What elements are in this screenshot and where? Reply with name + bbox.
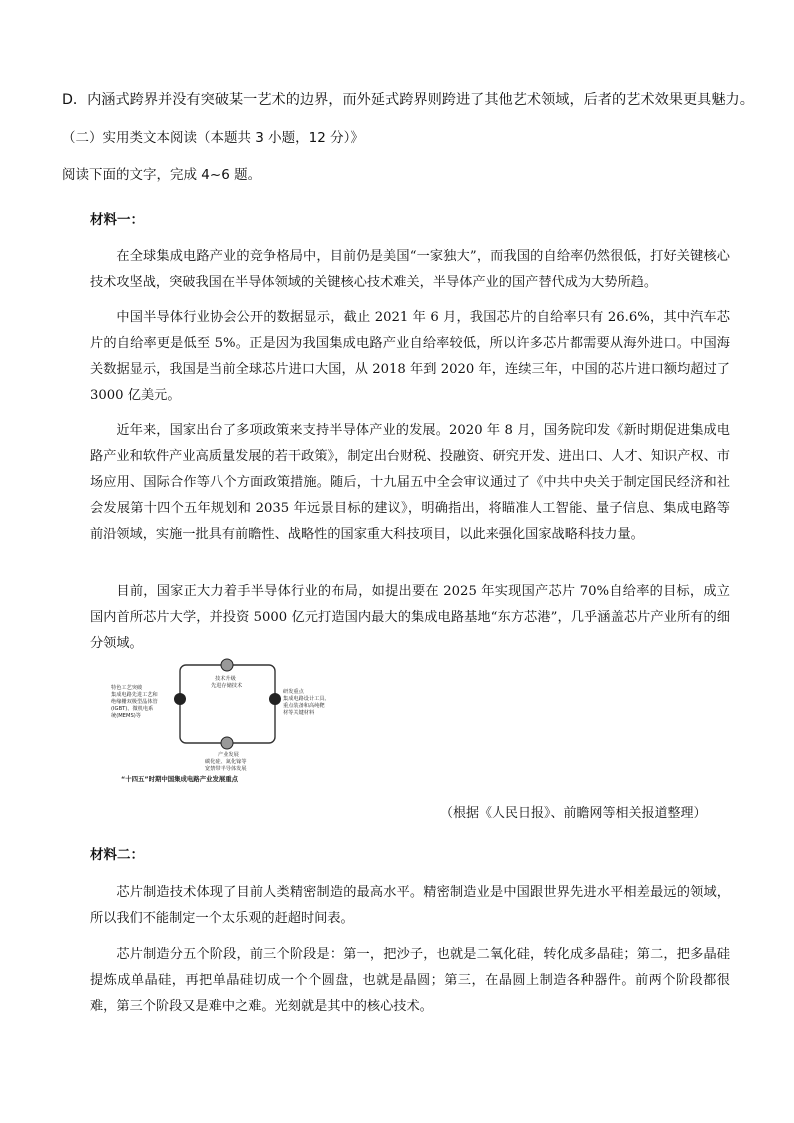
left-line-2: 集成电路先进工艺和 <box>111 692 158 698</box>
material1-label: 材料一： <box>90 212 144 228</box>
diagram-right-text <box>283 687 331 716</box>
right-line-3: 重点装备和高纯靶 <box>283 703 325 709</box>
node-bottom <box>221 737 233 749</box>
bottom-line-3: 宽禁带半导体发展 <box>205 766 247 772</box>
material1-paragraph-4: 目前，国家正大力着手半导体行业的布局，如提出要在 2025 年实现国产芯片 70%自给率的目标，成立国内首所芯片大学，并投资 5000 亿元打造国内最大的集成电路基地“东方芯港”，几乎涵盖芯片产业所有的细分领域。 <box>90 584 730 651</box>
material1-paragraph-1: 在全球集成电路产业的竞争格局中，目前仍是美国“一家独大”，而我国的自给率仍然很低，打好关键核心技术攻坚战，突破我国在半导体领域的关键核心技术难关，半导体产业的国产替代成为大势所趋。 <box>90 249 730 290</box>
diagram-left-text <box>111 683 159 719</box>
top-line-2: 先进存储技术 <box>211 683 243 689</box>
right-line-2: 集成电路设计工具、 <box>283 696 330 702</box>
diagram-top-text <box>211 674 243 689</box>
left-line-1: 特色工艺突破 <box>111 685 143 691</box>
material2-label: 材料二： <box>90 847 144 863</box>
node-top <box>221 659 233 671</box>
diagram-caption: “十四五”时期中国集成电路产业发展重点 <box>121 775 239 783</box>
option-d-text: D．内涵式跨界并没有突破某一艺术的边界，而外延式跨界则跨进了其他艺术领域，后者的艺术效果更具魅力。 <box>62 92 754 108</box>
industry-focus-diagram <box>85 653 375 783</box>
material2-paragraph-1: 芯片制造技术体现了目前人类精密制造的最高水平。精密制造业是中国跟世界先进水平相差最远的领域，所以我们不能制定一个太乐观的赶超时间表。 <box>90 885 730 926</box>
material1-paragraph-3: 近年来，国家出台了多项政策来支持半导体产业的发展。2020 年 8 月，国务院印发《新时期促进集成电路产业和软件产业高质量发展的若干政策》，制定出台财税、投融资、研究开发、进出口、人才、知识产权、市场应用、国际合作等八个方面政策措施。随后，十九届五中全会审议通过了《中共中央关于制定国民经济和社会发展第十四个五年规划和 2035 年远景目标的建议》，明确指出，将瞄准人工智能、量子信息、集成电路等前沿领域，实施一批具有前瞻性、战略性的国家重大科技项目，以此来强化国家战略科技力量。 <box>90 423 730 542</box>
node-left <box>174 693 186 705</box>
material2-paragraph-2: 芯片制造分五个阶段，前三个阶段是：第一，把沙子，也就是二氧化硅，转化成多晶硅；第二，把多晶硅提炼成单晶硅，再把单晶硅切成一个个圆盘，也就是晶圆；第三，在晶圆上制造各种器件。前两个阶段都很难，第三个阶段又是难中之难。光刻就是其中的核心技术。 <box>90 947 730 1014</box>
left-line-4: (IGBT)、微机电系 <box>111 706 154 712</box>
bottom-line-2: 碳化硅、氮化镓等 <box>205 759 247 765</box>
left-line-3: 绝缘栅双极型晶体管 <box>111 699 158 705</box>
section-title: （二）实用类文本阅读（本题共 3 小题，12 分）》 <box>62 130 364 146</box>
diagram-bottom-text <box>205 750 248 772</box>
right-line-4: 材等关键材料 <box>283 710 315 716</box>
left-line-5: 统(MEMS)等 <box>111 713 141 719</box>
reading-instruction: 阅读下面的文字，完成 4~6 题。 <box>62 167 262 183</box>
node-right <box>269 693 281 705</box>
top-line-1: 技术升级 <box>215 676 236 682</box>
right-line-1: 研发重点 <box>283 689 304 695</box>
material1-paragraph-2: 中国半导体行业协会公开的数据显示，截止 2021 年 6 月，我国芯片的自给率只有 26.6%，其中汽车芯片的自给率更是低至 5%。正是因为我国集成电路产业自给率较低，所以许多芯片都需要从海外进口。中国海关数据显示，我国是当前全球芯片进口大国，从 2018 年到 2020 年，连续三年，中国的芯片进口额均超过了 3000 亿美元。 <box>90 310 730 403</box>
source-note: （根据《人民日报》、前瞻网等相关报道整理） <box>440 806 707 821</box>
bottom-line-1: 产业发展 <box>218 752 239 758</box>
